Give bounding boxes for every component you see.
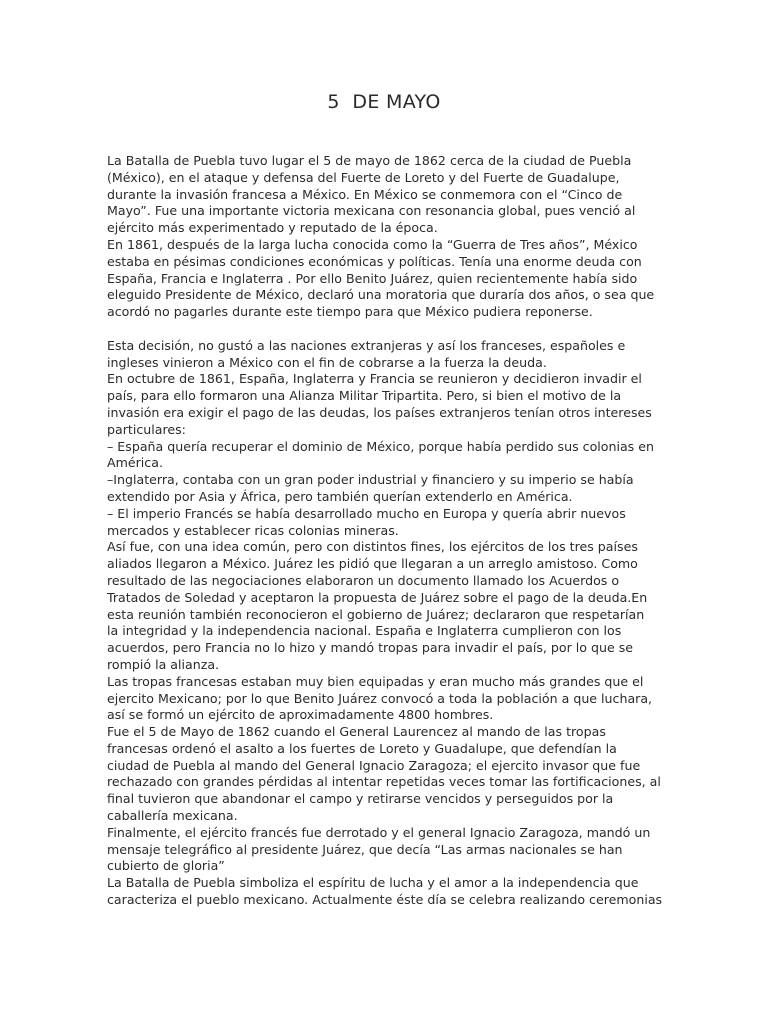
document-body [107, 153, 667, 909]
text-line: España, Francia e Inglaterra . Por ello Benito Juárez, quien recientemente había sido [107, 270, 638, 286]
text-line: – España quería recuperar el dominio de México, porque había perdido sus colonias en [107, 438, 654, 454]
text-line: mensaje telegráfico al presidente Juárez, que decía “Las armas nacionales se han [107, 841, 623, 857]
text-line: durante la invasión francesa a México. En México se conmemora con el “Cinco de [107, 186, 623, 202]
text-line: país, para ello formaron una Alianza Militar Tripartita. Pero, si bien el motivo de la [107, 388, 622, 404]
text-line: –Inglaterra, contaba con un gran poder industrial y financiero y su imperio se había [107, 472, 634, 488]
text-line: En octubre de 1861, España, Inglaterra y Francia se reunieron y decidieron invadir el [107, 371, 642, 387]
text-line: ejército más experimentado y reputado de la época. [107, 220, 438, 236]
text-line: La Batalla de Puebla simboliza el espíritu de lucha y el amor a la independencia que [107, 875, 639, 891]
text-line: la integridad y la independencia nacional. España e Inglaterra cumplieron con los [107, 623, 622, 639]
text-line: Las tropas francesas estaban muy bien equipadas y eran mucho más grandes que el [107, 673, 644, 689]
text-line: invasión era exigir el pago de las deudas, los países extranjeros tenían otros intereses [107, 404, 652, 420]
text-line: esta reunión también reconocieron el gobierno de Juárez; declararon que respetarían [107, 606, 645, 622]
text-line: ingleses vinieron a México con el fin de cobrarse a la fuerza la deuda. [107, 354, 547, 370]
text-line: francesas ordenó el asalto a los fuertes de Loreto y Guadalupe, que defendían la [107, 740, 617, 756]
text-line: América. [107, 455, 163, 471]
text-line: – El imperio Francés se había desarrollado mucho en Europa y quería abrir nuevos [107, 505, 626, 521]
text-line: resultado de las negociaciones elaboraron un documento llamado los Acuerdos o [107, 572, 620, 588]
text-line: Así fue, con una idea común, pero con distintos fines, los ejércitos de los tres países [107, 539, 638, 555]
text-line: rompió la alianza. [107, 656, 220, 672]
text-line: acordó no pagarles durante este tiempo para que México pudiera reponerse. [107, 304, 593, 320]
text-line: La Batalla de Puebla tuvo lugar el 5 de mayo de 1862 cerca de la ciudad de Puebla [107, 153, 632, 168]
text-line: acuerdos, pero Francia no lo hizo y mandó tropas para invadir el país, por lo que se [107, 640, 634, 656]
text-line: Finalmente, el ejército francés fue derrotado y el general Ignacio Zaragoza, mandó un [107, 824, 651, 840]
text-line: particulares: [107, 421, 186, 437]
text-line: Tratados de Soledad y aceptaron la propuesta de Juárez sobre el pago de la deuda.En [107, 589, 648, 605]
text-line: extendido por Asia y África, pero también querían extenderlo en América. [107, 488, 573, 504]
text-line: Mayo”. Fue una importante victoria mexicana con resonancia global, pues venció al [107, 203, 636, 219]
text-line: En 1861, después de la larga lucha conocida como la “Guerra de Tres años”, México [107, 236, 638, 252]
text-line: aliados llegaron a México. Juárez les pidió que llegaran a un arreglo amistoso. Como [107, 556, 638, 572]
text-line: rechazado con grandes pérdidas al intentar repetidas veces tomar las fortificaciones, al [107, 774, 661, 790]
text-line: así se formó un ejército de aproximadamente 4800 hombres. [107, 707, 494, 723]
text-line: caracteriza el pueblo mexicano. Actualmente éste día se celebra realizando ceremonias [107, 892, 663, 908]
text-line: Fue el 5 de Mayo de 1862 cuando el General Laurencez al mando de las tropas [107, 724, 606, 740]
text-line: ciudad de Puebla al mando del General Ignacio Zaragoza; el ejercito invasor que fue [107, 757, 641, 773]
text-line: Esta decisión, no gustó a las naciones extranjeras y así los franceses, españoles e [107, 337, 626, 353]
text-line: mercados y establecer ricas colonias mineras. [107, 522, 399, 538]
text-line: ejercito Mexicano; por lo que Benito Juárez convocó a toda la población a que luchara, [107, 690, 653, 706]
text-line: estaba en pésimas condiciones económicas y políticas. Tenía una enorme deuda con [107, 253, 642, 269]
text-line: final tuvieron que abandonar el campo y retirarse vencidos y perseguidos por la [107, 791, 614, 807]
text-line: eleguido Presidente de México, declaró una moratoria que duraría dos años, o sea que [107, 287, 655, 303]
text-line: (México), en el ataque y defensa del Fuerte de Loreto y del Fuerte de Guadalupe, [107, 169, 620, 185]
blank-line [107, 321, 667, 338]
text-line: caballería mexicana. [107, 808, 238, 824]
page-title: 5 DE MAYO [327, 91, 441, 113]
text-line: cubierto de gloria” [107, 858, 225, 874]
